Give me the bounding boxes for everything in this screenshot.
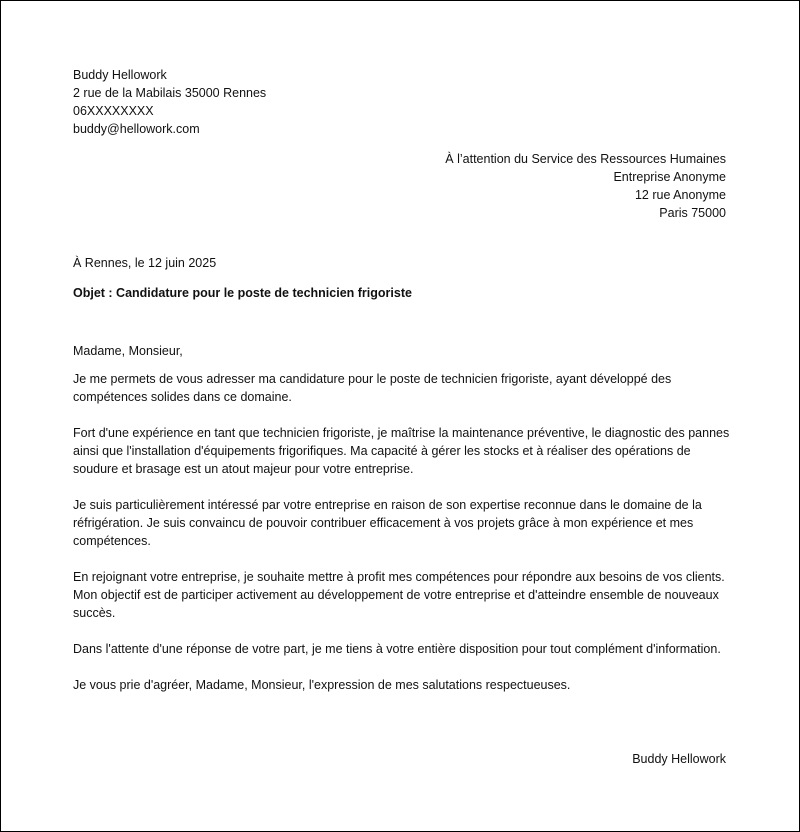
recipient-city: Paris 75000	[659, 206, 726, 220]
date-line: À Rennes, le 12 juin 2025	[73, 256, 217, 270]
body-paragraph: Fort d'une expérience en tant que technicien frigoriste, je maîtrise la maintenance préventive, le diagnostic des pannes ainsi que l'installation d'équipements frigorifiques. Ma capacité à gérer les stocks et à réaliser des opérations de soudure et brasage est un atout majeur pour votre entreprise.	[73, 426, 730, 476]
recipient-attention: À l’attention du Service des Ressources Humaines	[445, 152, 726, 166]
body-paragraph: Je suis particulièrement intéressé par votre entreprise en raison de son expertise reconnue dans le domaine de la réfrigération. Je suis convaincu de pouvoir contribuer efficacement à vos projets grâce à mon expérience et mes compétences.	[73, 498, 702, 548]
body-paragraph: Je me permets de vous adresser ma candidature pour le poste de technicien frigoriste, ayant développé des compétences solides dans ce domaine.	[73, 372, 672, 404]
recipient-company: Entreprise Anonyme	[613, 170, 726, 184]
recipient-block	[445, 150, 726, 222]
recipient-street: 12 rue Anonyme	[634, 188, 726, 202]
signature: Buddy Hellowork	[632, 752, 726, 766]
letter-body	[73, 342, 733, 712]
body-paragraph: En rejoignant votre entreprise, je souhaite mettre à profit mes compétences pour répondre aux besoins de vos clients. Mon objectif est de participer activement au développement de votre entreprise et d'atteindre ensemble de nouveaux succès.	[73, 570, 725, 620]
sender-name: Buddy Hellowork	[73, 68, 167, 82]
subject-line: Objet : Candidature pour le poste de technicien frigoriste	[73, 286, 412, 300]
sender-block	[73, 66, 266, 138]
sender-phone: 06XXXXXXXX	[73, 104, 154, 118]
body-paragraph: Dans l'attente d'une réponse de votre part, je me tiens à votre entière disposition pour tout complément d'information.	[73, 642, 721, 656]
closing-paragraph: Je vous prie d'agréer, Madame, Monsieur, l'expression de mes salutations respectueuses.	[73, 678, 571, 692]
sender-address: 2 rue de la Mabilais 35000 Rennes	[73, 86, 267, 100]
salutation: Madame, Monsieur,	[73, 344, 183, 358]
sender-email: buddy@hellowork.com	[73, 122, 200, 136]
